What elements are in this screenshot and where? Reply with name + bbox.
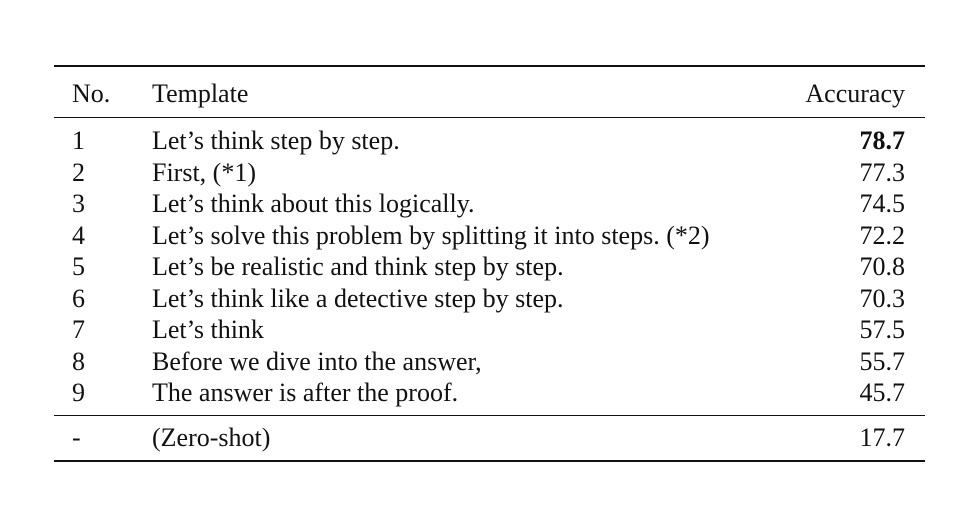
row-accuracy: 72.2 [859, 220, 905, 250]
row-no: 5 [72, 252, 85, 281]
row-accuracy: 77.3 [859, 157, 905, 187]
header-template: Template [152, 79, 249, 108]
row-no: 2 [72, 157, 85, 187]
header-accuracy: Accuracy [805, 79, 905, 108]
row-no: 1 [72, 126, 85, 155]
row-no: 8 [72, 346, 85, 376]
row-no: 9 [72, 378, 85, 407]
row-template: Let’s think about this logically. [152, 189, 475, 218]
table-header-row [54, 71, 925, 117]
results-table [54, 65, 925, 462]
baseline-no: - [72, 422, 81, 452]
row-template: Let’s think step by step. [152, 126, 400, 155]
table-row [54, 377, 925, 409]
table-row [54, 283, 925, 315]
row-template: The answer is after the proof. [152, 378, 459, 407]
row-no: 3 [72, 189, 85, 218]
row-no: 7 [72, 315, 85, 344]
row-accuracy: 55.7 [859, 346, 905, 376]
table-row [54, 157, 925, 189]
table-row [54, 188, 925, 220]
bottom-rule [54, 460, 925, 462]
row-template: First, (*1) [152, 157, 256, 187]
table-row [54, 220, 925, 252]
baseline-row [54, 416, 925, 460]
baseline-accuracy: 17.7 [859, 422, 905, 452]
row-template: Let’s think like a detective step by step. [152, 283, 564, 313]
header-no: No. [72, 79, 111, 108]
row-accuracy-best: 78.7 [859, 126, 905, 155]
table-row [54, 251, 925, 283]
baseline-template: (Zero-shot) [152, 422, 271, 452]
row-no: 4 [72, 220, 85, 250]
table-row [54, 346, 925, 378]
row-template: Before we dive into the answer, [152, 346, 482, 376]
row-accuracy: 74.5 [859, 189, 905, 218]
row-accuracy: 70.8 [859, 252, 905, 281]
row-template: Let’s be realistic and think step by step. [152, 252, 564, 281]
top-rule [54, 65, 925, 67]
row-accuracy: 57.5 [859, 315, 905, 344]
row-template: Let’s think [152, 315, 264, 344]
row-template: Let’s solve this problem by splitting it into steps. (*2) [152, 220, 710, 250]
table-body [54, 125, 925, 409]
row-accuracy: 70.3 [859, 283, 905, 313]
table-row [54, 125, 925, 157]
row-accuracy: 45.7 [859, 378, 905, 407]
table-row [54, 314, 925, 346]
row-no: 6 [72, 283, 85, 313]
